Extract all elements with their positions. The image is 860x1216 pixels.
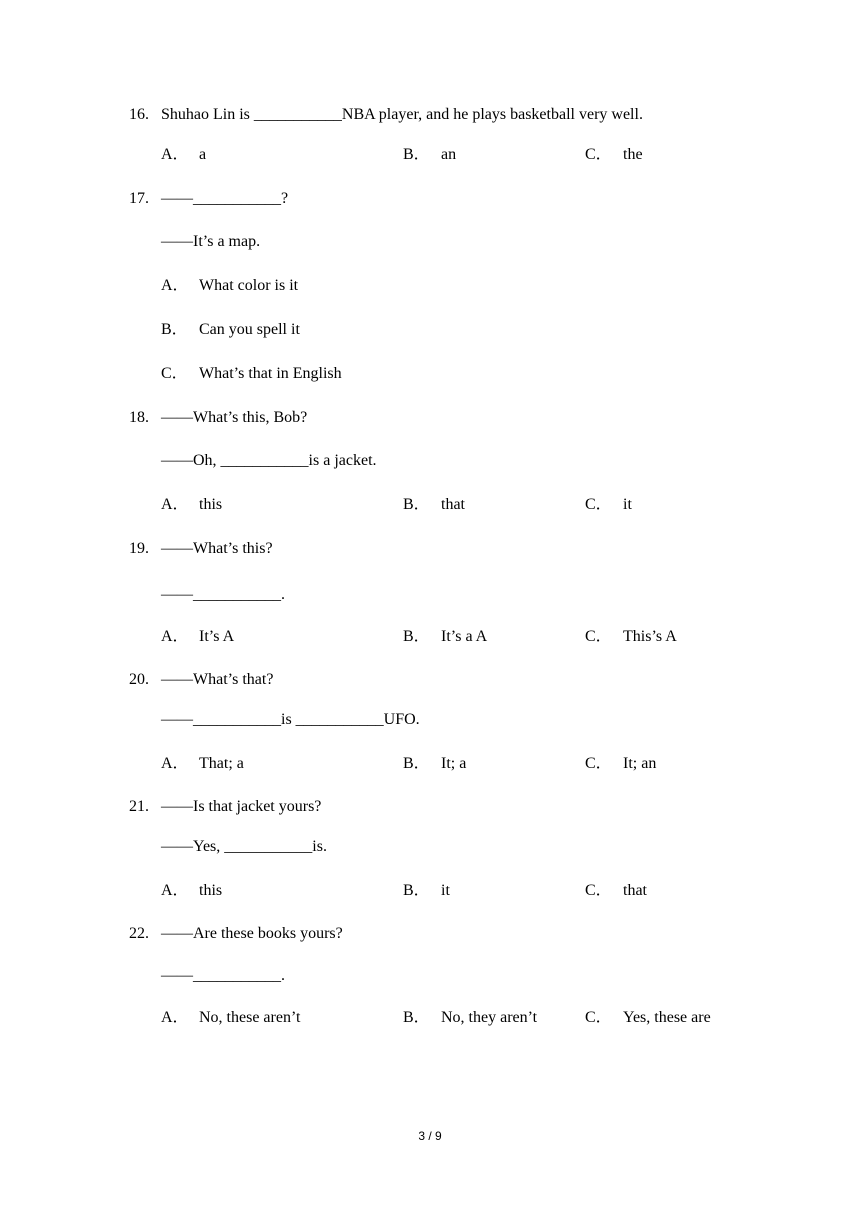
option-c[interactable]: C． that bbox=[585, 882, 647, 899]
option-b[interactable]: B． it bbox=[403, 882, 450, 899]
option-a[interactable]: A． this bbox=[161, 496, 223, 513]
option-a[interactable]: A． It’s A bbox=[161, 628, 235, 645]
option-b[interactable]: B． that bbox=[403, 496, 465, 513]
question-number: 21. bbox=[129, 798, 149, 815]
option-a[interactable]: A． a bbox=[161, 146, 207, 163]
option-c[interactable]: C． Yes, these are bbox=[585, 1009, 711, 1026]
question-number: 20. bbox=[129, 671, 149, 688]
option-b[interactable]: B． an bbox=[403, 146, 457, 163]
option-b[interactable]: B． Can you spell it bbox=[161, 321, 300, 338]
option-c[interactable]: C． What’s that in English bbox=[161, 365, 342, 382]
option-a[interactable]: A． What color is it bbox=[161, 277, 299, 294]
question-number: 16. bbox=[129, 106, 149, 123]
question-stem: ——Are these books yours? bbox=[161, 925, 343, 942]
option-c[interactable]: C． It; an bbox=[585, 755, 657, 772]
option-c[interactable]: C． the bbox=[585, 146, 643, 163]
option-b[interactable]: B． It’s a A bbox=[403, 628, 488, 645]
question-stem: ——What’s this, Bob? bbox=[161, 409, 308, 426]
option-b[interactable]: B． It; a bbox=[403, 755, 467, 772]
question-stem: ——___________? bbox=[161, 190, 289, 207]
option-c[interactable]: C． it bbox=[585, 496, 632, 513]
option-a[interactable]: A． this bbox=[161, 882, 223, 899]
question-number: 18. bbox=[129, 409, 149, 426]
question-stem: ——What’s this? bbox=[161, 540, 273, 557]
option-a[interactable]: A． No, these aren’t bbox=[161, 1009, 301, 1026]
option-b[interactable]: B． No, they aren’t bbox=[403, 1009, 538, 1026]
question-stem: ——Is that jacket yours? bbox=[161, 798, 322, 815]
question-number: 17. bbox=[129, 190, 149, 207]
option-c[interactable]: C． This’s A bbox=[585, 628, 677, 645]
question-number: 19. bbox=[129, 540, 149, 557]
question-stem: Shuhao Lin is ___________NBA player, and he plays basketball very well. bbox=[161, 106, 643, 123]
page-number: 3 / 9 bbox=[418, 1129, 442, 1143]
question-number: 22. bbox=[129, 925, 149, 942]
question-stem: ——What’s that? bbox=[161, 671, 274, 688]
option-a[interactable]: A． That; a bbox=[161, 755, 244, 772]
